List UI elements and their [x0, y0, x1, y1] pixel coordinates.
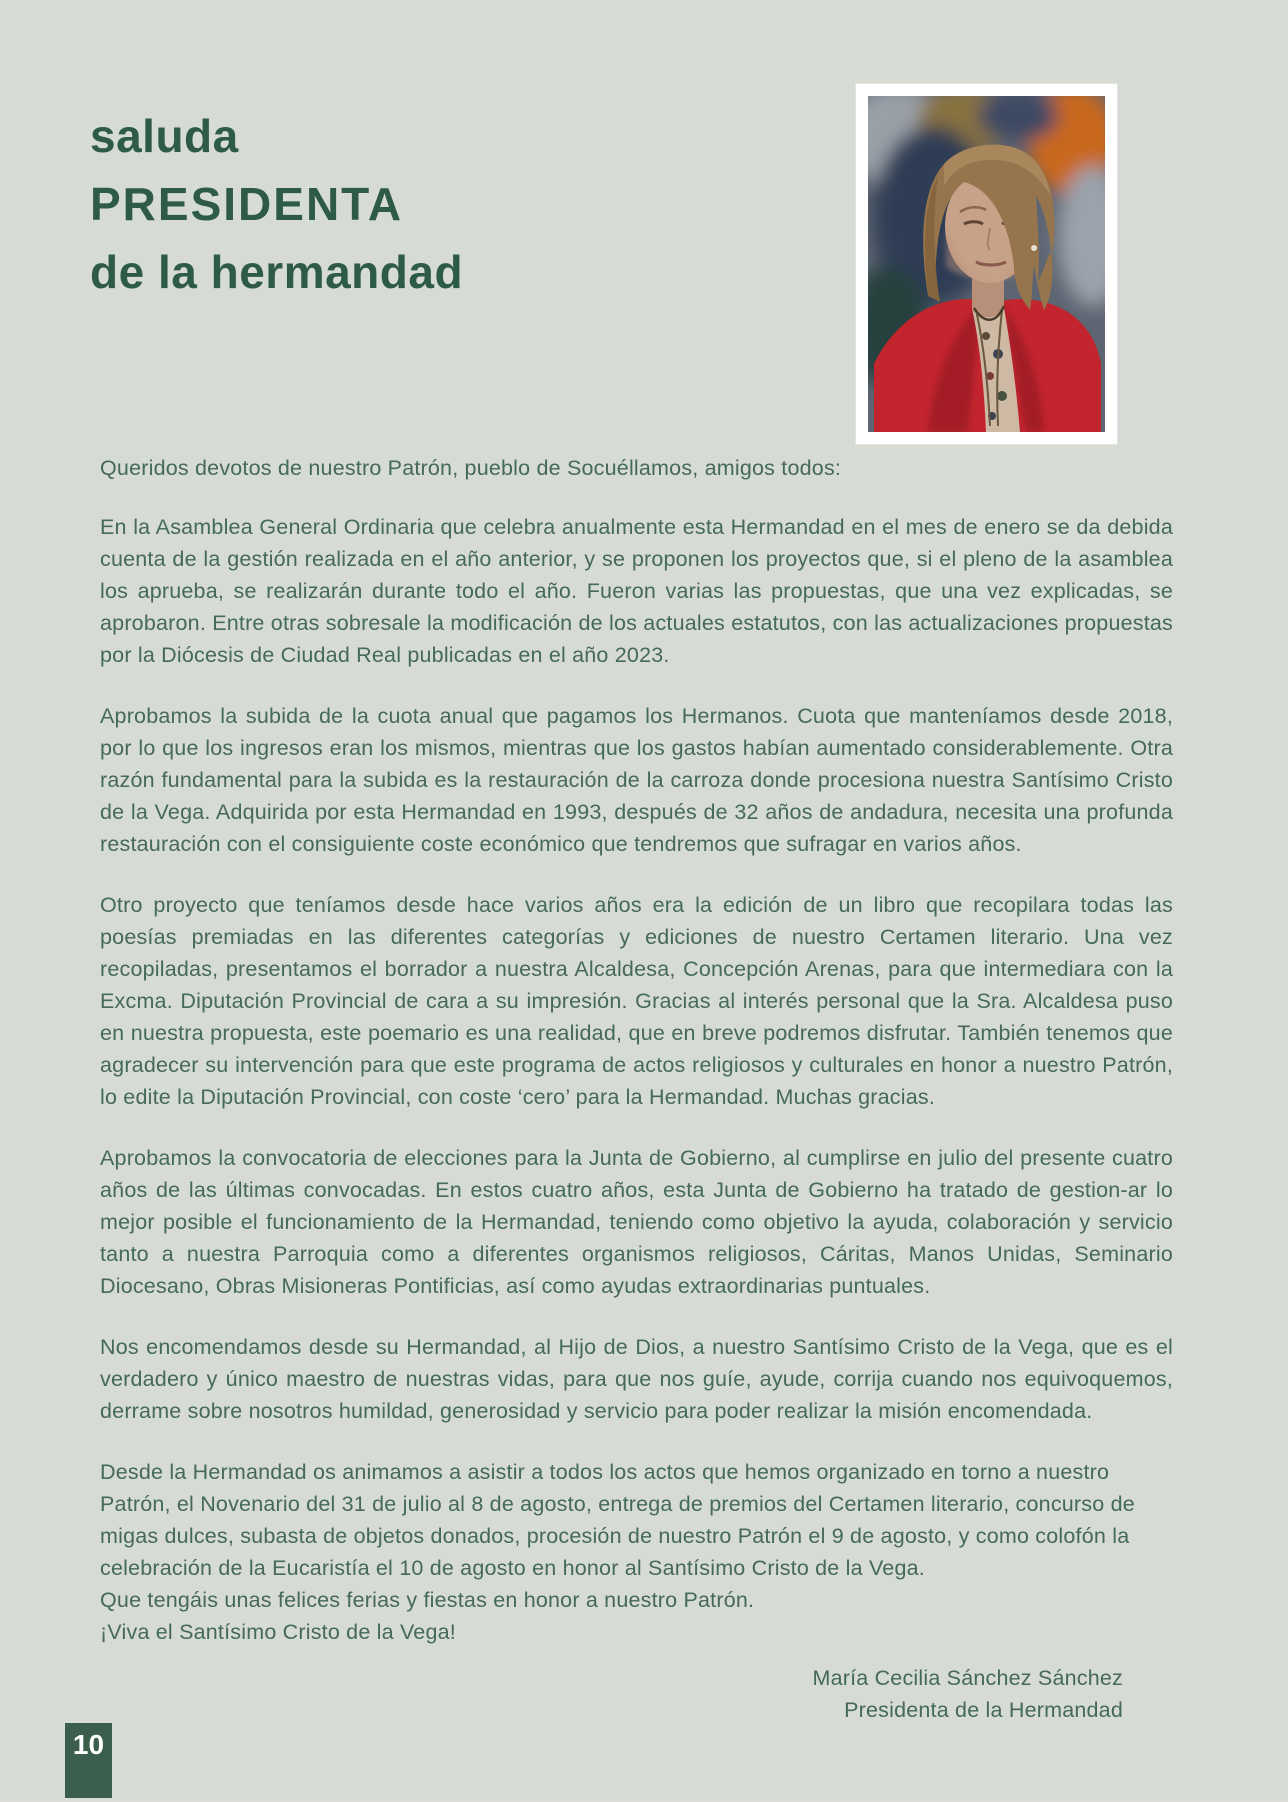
page-edge-strip [0, 1798, 1288, 1802]
letter-body [100, 452, 1173, 1726]
letter-paragraph: Aprobamos la subida de la cuota anual que pagamos los Hermanos. Cuota que manteníamos desde 2018, por lo que los ingresos eran los mismos, mientras que los gastos habían aumentado considerablemente. Otra razón fundamental para la subida es la restauración de la carroza donde procesiona nuestra Santísimo Cristo de la Vega. Adquirida por esta Hermandad en 1993, después de 32 años de andadura, necesita una profunda restauración con el consiguiente coste económico que tendremos que sufragar en varios años. [100, 704, 1173, 856]
page-number-badge [65, 1723, 112, 1802]
presidenta-photo-illustration [868, 96, 1105, 432]
letter-paragraph: En la Asamblea General Ordinaria que celebra anualmente esta Hermandad en el mes de enero se da debida cuenta de la gestión realizada en el año anterior, y se proponen los proyectos que, si el pleno de la asamblea los aprueba, se realizarán durante todo el año. Fueron varias las propuestas, que una vez explicadas, se aprobaron. Entre otras sobresale la modificación de los actuales estatutos, con las actualizaciones propuestas por la Diócesis de Ciudad Real publicadas en el año 2023. [100, 515, 1173, 667]
letter-paragraph: Nos encomendamos desde su Hermandad, al Hijo de Dios, a nuestro Santísimo Cristo de la Vega, que es el verdadero y único maestro de nuestras vidas, para que nos guíe, ayude, corrija cuando nos equivoquemos, derrame sobre nosotros humildad, generosidad y servicio para poder realizar la misión encomendada. [100, 1335, 1173, 1423]
page-number: 10 [72, 1729, 105, 1760]
letter-closing-line: Que tengáis unas felices ferias y fiestas en honor a nuestro Patrón. [100, 1588, 755, 1612]
title-line-presidenta: PRESIDENTA [90, 178, 404, 230]
letter-paragraph: Otro proyecto que teníamos desde hace varios años era la edición de un libro que recopilara todas las poesías premiadas en las diferentes categorías y ediciones de nuestro Certamen literario. Una vez recopiladas, presentamos el borrador a nuestra Alcaldesa, Concepción Arenas, para que intermediara con la Excma. Diputación Provincial de cara a su impresión. Gracias al interés personal que la Sra. Alcaldesa puso en nuestra propuesta, este poemario es una realidad, que en breve podremos disfrutar. También tenemos que agradecer su intervención para que este programa de actos religiosos y culturales en honor a nuestro Patrón, lo edite la Diputación Provincial, con coste ‘cero’ para la Hermandad. Muchas gracias. [100, 893, 1173, 1109]
signature-role: Presidenta de la Hermandad [844, 1698, 1123, 1722]
page-title [90, 102, 463, 306]
letter-closing-line: ¡Viva el Santísimo Cristo de la Vega! [100, 1620, 456, 1644]
title-line-saluda: saluda [90, 110, 239, 162]
presidenta-photo [855, 83, 1118, 445]
letter-salutation: Queridos devotos de nuestro Patrón, pueblo de Socuéllamos, amigos todos: [100, 456, 842, 480]
letter-paragraph: Desde la Hermandad os animamos a asistir a todos los actos que hemos organizado en torno a nuestro Patrón, el Novenario del 31 de julio al 8 de agosto, entrega de premios del Certamen literario, concurso de migas dulces, subasta de objetos donados, procesión de nuestro Patrón el 9 de agosto, y como colofón la celebración de la Eucaristía el 10 de agosto en honor al Santísimo Cristo de la Vega. [100, 1460, 1135, 1580]
signature-block [100, 1662, 1173, 1726]
signature-name: María Cecilia Sánchez Sánchez [812, 1666, 1123, 1690]
letter-paragraph: Aprobamos la convocatoria de elecciones para la Junta de Gobierno, al cumplirse en julio del presente cuatro años de las últimas convocadas. En estos cuatro años, esta Junta de Gobierno ha tratado de gestion-ar lo mejor posible el funcionamiento de la Hermandad, teniendo como objetivo la ayuda, colaboración y servicio tanto a nuestra Parroquia como a diferentes organismos religiosos, Cáritas, Manos Unidas, Seminario Diocesano, Obras Misioneras Pontificias, así como ayudas extraordinarias puntuales. [100, 1146, 1173, 1298]
title-line-hermandad: de la hermandad [90, 246, 464, 298]
